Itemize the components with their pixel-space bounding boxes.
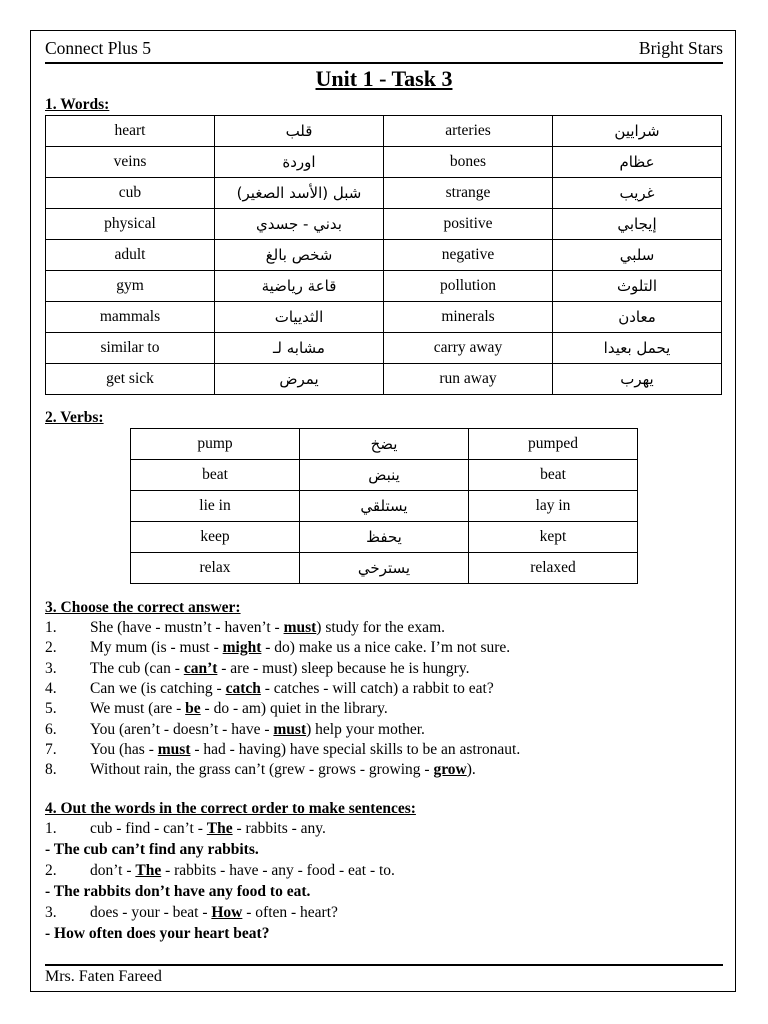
- arabic-meaning-cell: شبل (الأسد الصغير): [215, 178, 384, 209]
- item-text: - do - am) quiet in the library.: [200, 700, 388, 718]
- arabic-meaning-cell: شخص بالغ: [215, 240, 384, 271]
- page-header: [45, 38, 723, 62]
- item-number: 1.: [45, 820, 57, 837]
- table-row: [131, 491, 638, 522]
- item-number: 3.: [45, 904, 57, 921]
- teacher-name: Mrs. Faten Fareed: [45, 968, 162, 985]
- english-word-cell: heart: [46, 116, 215, 147]
- verb-arabic-cell: يستلقي: [300, 491, 469, 522]
- table-row: [46, 302, 722, 333]
- course-name: Connect Plus 5: [45, 38, 151, 58]
- correct-answer: grow: [433, 761, 467, 779]
- verb-past-cell: lay in: [469, 491, 638, 522]
- correct-answer: catch: [225, 679, 261, 697]
- header-divider: [45, 62, 723, 64]
- arabic-meaning-cell: يحمل بعيدا: [553, 333, 722, 364]
- table-row: [131, 553, 638, 584]
- correct-answer: be: [185, 700, 201, 718]
- item-text: don’t -: [90, 862, 136, 879]
- item-text: - had - having) have special skills to be an astronaut.: [190, 740, 521, 758]
- english-word-cell: bones: [384, 147, 553, 178]
- item-text: does - your - beat -: [90, 904, 212, 921]
- table-row: [131, 460, 638, 491]
- arabic-meaning-cell: يهرب: [553, 364, 722, 395]
- english-word-cell: strange: [384, 178, 553, 209]
- first-word: The: [135, 862, 162, 879]
- list-item: [45, 680, 494, 698]
- arabic-meaning-cell: إيجابي: [553, 209, 722, 240]
- first-word: The: [206, 820, 233, 837]
- english-word-cell: physical: [46, 209, 215, 240]
- verb-arabic-cell: يضخ: [300, 429, 469, 460]
- arabic-meaning-cell: قاعة رياضية: [215, 271, 384, 302]
- english-word-cell: similar to: [46, 333, 215, 364]
- words-heading: 1. Words:: [45, 96, 110, 113]
- item-text: You (aren’t - doesn’t - have -: [90, 720, 274, 738]
- list-item: [45, 761, 476, 779]
- table-row: [46, 116, 722, 147]
- verb-base-cell: lie in: [131, 491, 300, 522]
- verb-past-cell: pumped: [469, 429, 638, 460]
- arabic-meaning-cell: بدني - جسدي: [215, 209, 384, 240]
- table-row: [46, 240, 722, 271]
- table-row: [46, 178, 722, 209]
- item-text: My mum (is - must -: [90, 639, 223, 657]
- english-word-cell: arteries: [384, 116, 553, 147]
- verbs-heading: 2. Verbs:: [45, 409, 104, 426]
- english-word-cell: adult: [46, 240, 215, 271]
- school-name: Bright Stars: [638, 38, 723, 58]
- table-row: [131, 522, 638, 553]
- verb-base-cell: pump: [131, 429, 300, 460]
- english-word-cell: cub: [46, 178, 215, 209]
- arabic-meaning-cell: الثدييات: [215, 302, 384, 333]
- footer-divider: [45, 964, 723, 966]
- list-item: [45, 741, 520, 759]
- list-item: [45, 700, 388, 718]
- verbs-table: [130, 428, 638, 584]
- page-title: Unit 1 - Task 3: [315, 66, 453, 91]
- correct-answer: must: [157, 740, 191, 758]
- item-text: ).: [466, 761, 476, 779]
- english-word-cell: mammals: [46, 302, 215, 333]
- first-word: How: [211, 904, 243, 921]
- words-table: [45, 115, 722, 395]
- list-item: [45, 660, 469, 678]
- table-row: [46, 147, 722, 178]
- english-word-cell: carry away: [384, 333, 553, 364]
- english-word-cell: gym: [46, 271, 215, 302]
- item-number: 5.: [45, 700, 57, 718]
- english-word-cell: pollution: [384, 271, 553, 302]
- arabic-meaning-cell: سلبي: [553, 240, 722, 271]
- arabic-meaning-cell: عظام: [553, 147, 722, 178]
- correct-answer: must: [273, 720, 307, 738]
- item-number: 7.: [45, 740, 57, 758]
- order-heading: 4. Out the words in the correct order to make sentences:: [45, 800, 416, 817]
- item-number: 2.: [45, 862, 57, 879]
- list-item: [45, 639, 510, 657]
- english-word-cell: veins: [46, 147, 215, 178]
- item-text: - rabbits - have - any - food - eat - to.: [161, 862, 395, 879]
- list-item: [45, 721, 425, 739]
- english-word-cell: positive: [384, 209, 553, 240]
- item-text: The cub (can -: [90, 659, 184, 677]
- table-row: [131, 429, 638, 460]
- item-text: ) help your mother.: [306, 720, 425, 738]
- answer-sentence: - The rabbits don’t have any food to eat.: [45, 883, 311, 900]
- arabic-meaning-cell: غريب: [553, 178, 722, 209]
- table-row: [46, 364, 722, 395]
- arabic-meaning-cell: مشابه لـ: [215, 333, 384, 364]
- item-text: - do) make us a nice cake. I’m not sure.: [261, 639, 511, 657]
- verb-base-cell: beat: [131, 460, 300, 491]
- item-number: 6.: [45, 720, 57, 738]
- answer-sentence: - The cub can’t find any rabbits.: [45, 841, 259, 858]
- verb-base-cell: keep: [131, 522, 300, 553]
- list-item: [45, 862, 395, 880]
- item-text: ) study for the exam.: [316, 619, 445, 636]
- item-text: cub - find - can’t -: [90, 820, 207, 837]
- item-text: She (have - mustn’t - haven’t -: [90, 619, 284, 636]
- table-row: [46, 271, 722, 302]
- verb-past-cell: relaxed: [469, 553, 638, 584]
- item-number: 4.: [45, 679, 57, 697]
- arabic-meaning-cell: يمرض: [215, 364, 384, 395]
- verb-arabic-cell: يسترخي: [300, 553, 469, 584]
- correct-answer: might: [222, 639, 262, 657]
- choose-heading: 3. Choose the correct answer:: [45, 599, 241, 616]
- english-word-cell: get sick: [46, 364, 215, 395]
- item-number: 3.: [45, 659, 57, 677]
- english-word-cell: negative: [384, 240, 553, 271]
- arabic-meaning-cell: معادن: [553, 302, 722, 333]
- arabic-meaning-cell: التلوث: [553, 271, 722, 302]
- item-text: - rabbits - any.: [232, 820, 326, 837]
- arabic-meaning-cell: شرايين: [553, 116, 722, 147]
- item-text: - often - heart?: [242, 904, 338, 921]
- english-word-cell: minerals: [384, 302, 553, 333]
- table-row: [46, 333, 722, 364]
- list-item: [45, 619, 445, 637]
- arabic-meaning-cell: اوردة: [215, 147, 384, 178]
- item-text: Without rain, the grass can’t (grew - grows - growing -: [90, 761, 434, 779]
- verb-arabic-cell: يحفظ: [300, 522, 469, 553]
- item-number: 8.: [45, 761, 57, 779]
- correct-answer: can’t: [183, 659, 218, 677]
- item-text: We must (are -: [90, 700, 186, 718]
- verb-past-cell: beat: [469, 460, 638, 491]
- correct-answer: must: [283, 619, 317, 636]
- arabic-meaning-cell: قلب: [215, 116, 384, 147]
- table-row: [46, 209, 722, 240]
- item-text: You (has -: [90, 740, 158, 758]
- verb-base-cell: relax: [131, 553, 300, 584]
- answer-sentence: - How often does your heart beat?: [45, 925, 270, 942]
- item-number: 2.: [45, 639, 57, 657]
- item-text: - catches - will catch) a rabbit to eat?: [260, 679, 494, 697]
- item-text: Can we (is catching -: [90, 679, 226, 697]
- english-word-cell: run away: [384, 364, 553, 395]
- item-number: 1.: [45, 619, 57, 636]
- list-item: [45, 904, 338, 922]
- item-text: - are - must) sleep because he is hungry.: [217, 659, 470, 677]
- verb-past-cell: kept: [469, 522, 638, 553]
- verb-arabic-cell: ينبض: [300, 460, 469, 491]
- list-item: [45, 820, 326, 838]
